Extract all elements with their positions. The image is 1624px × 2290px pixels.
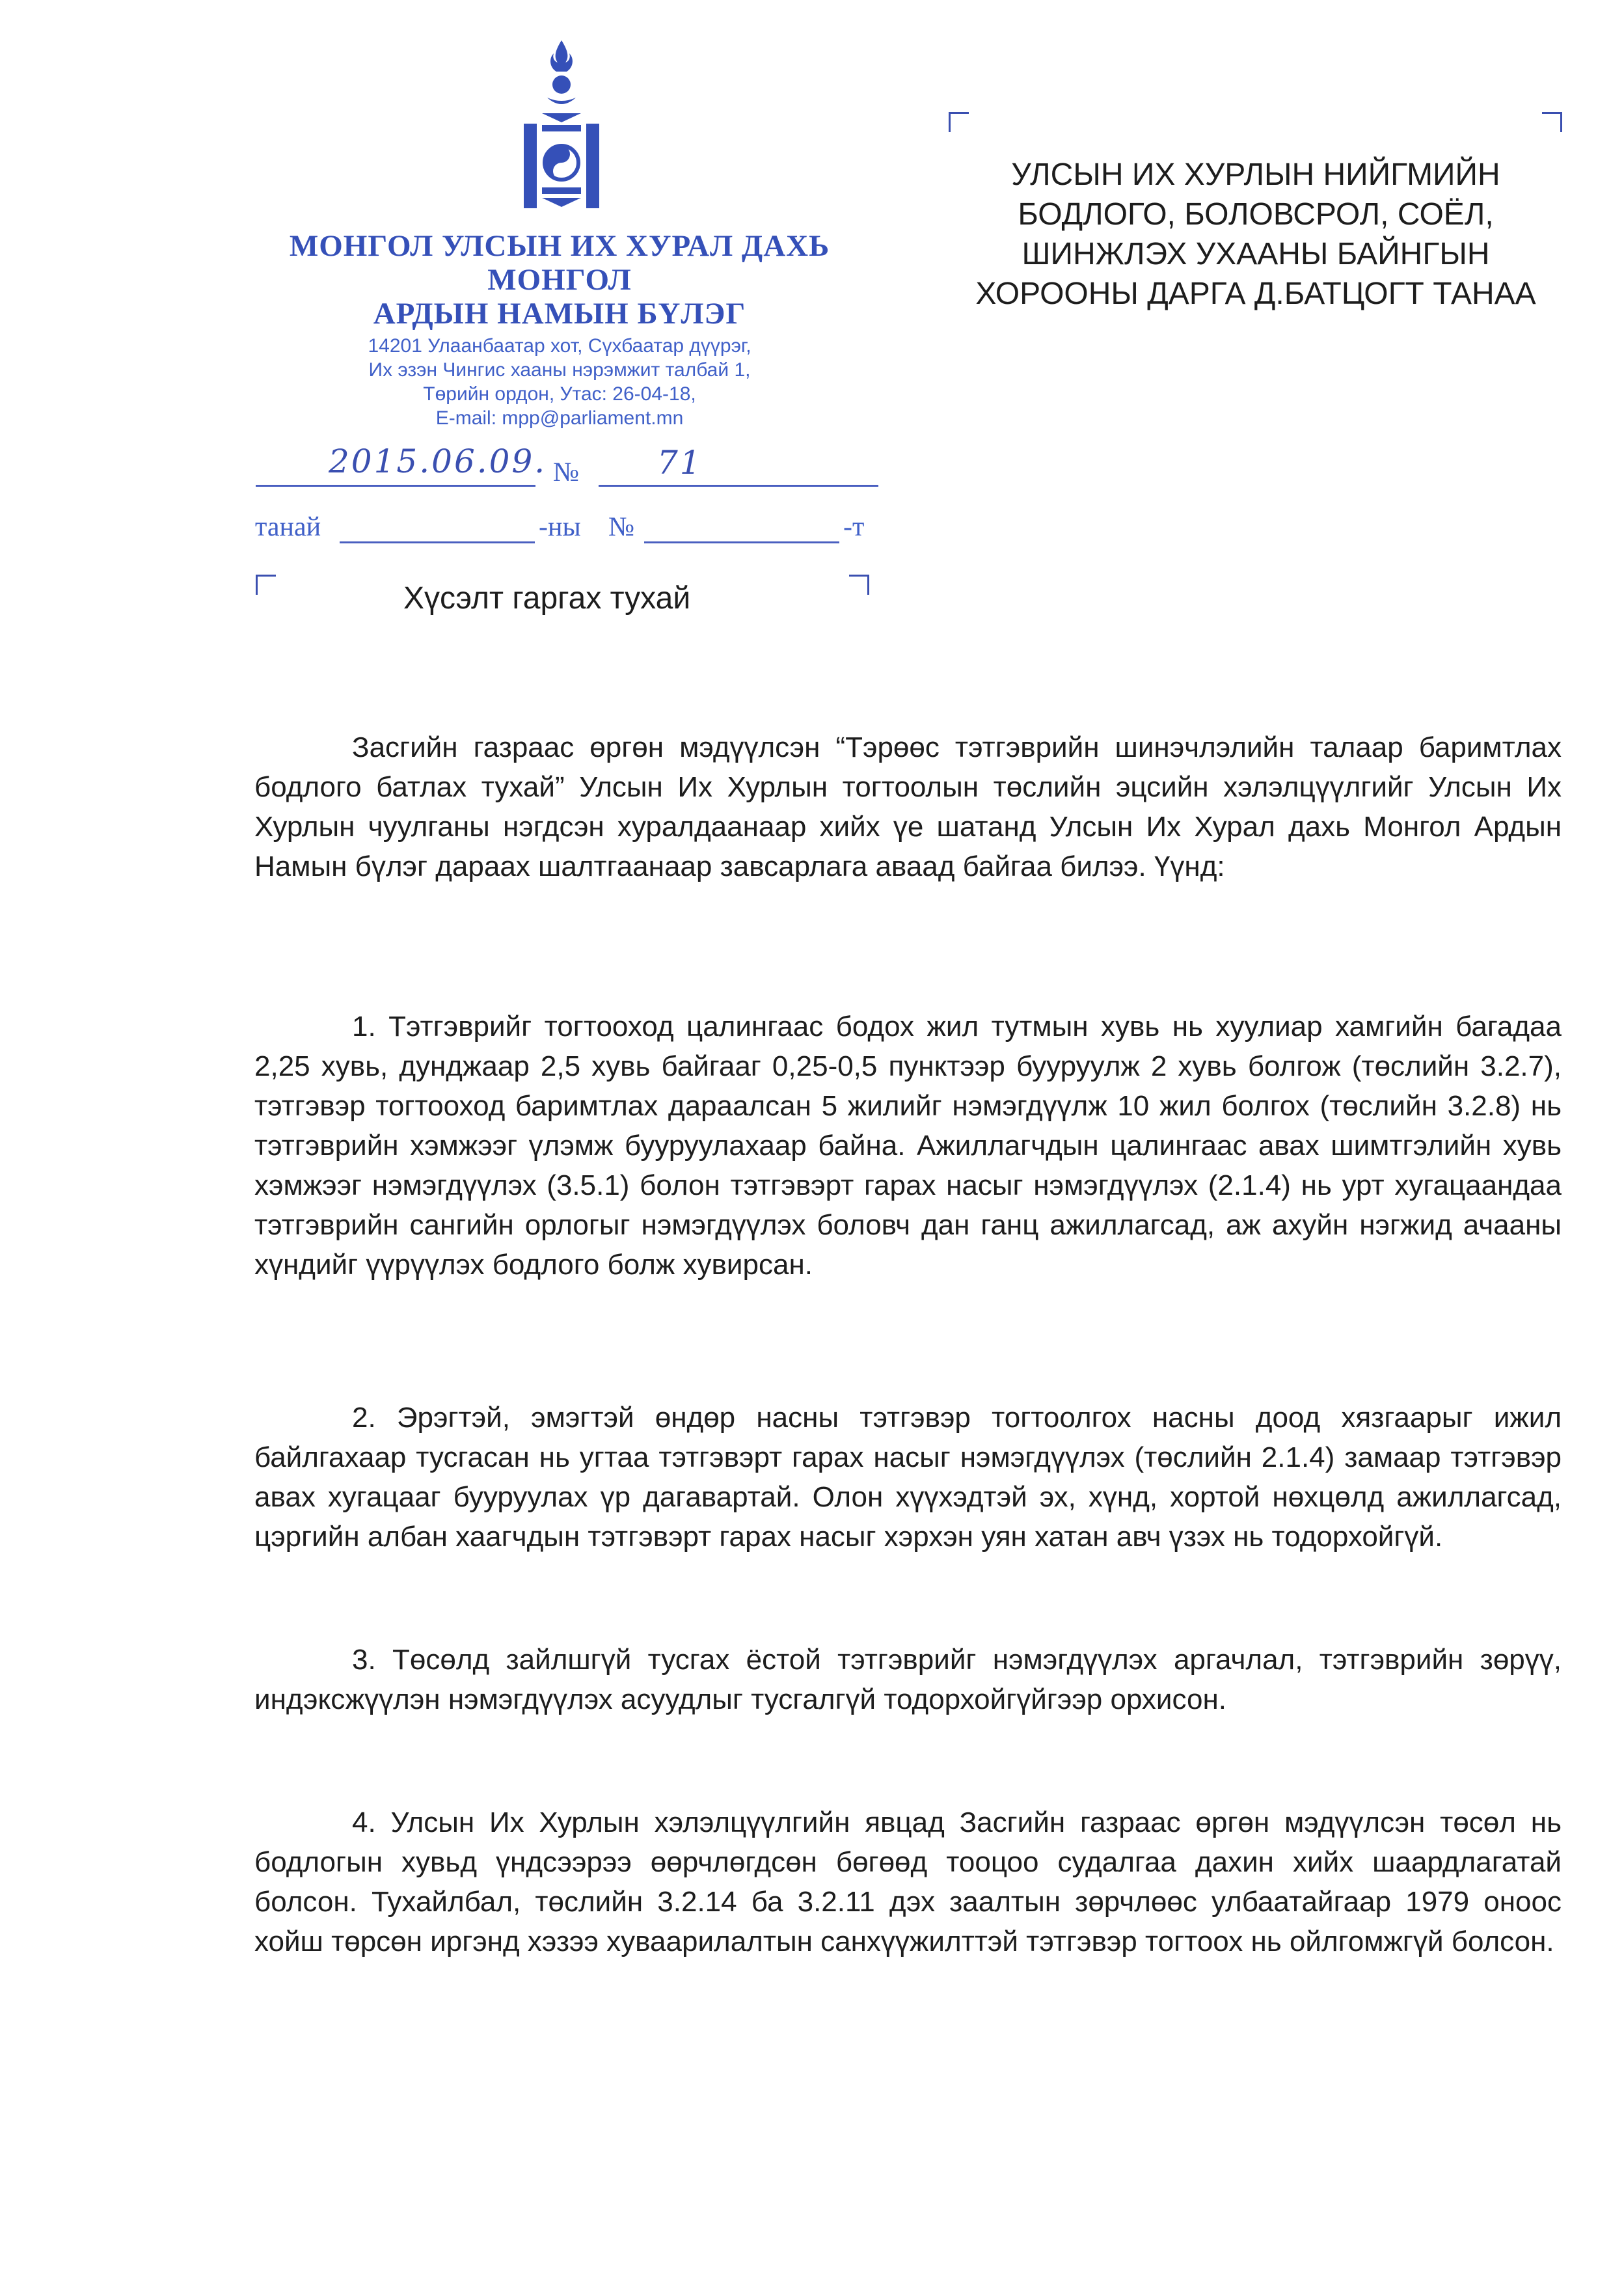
address-line3: Төрийн ордон, Утас: 26-04-18, xyxy=(423,383,696,405)
org-name-line1: МОНГОЛ УЛСЫН ИХ ХУРАЛ ДАХЬ xyxy=(289,229,830,263)
body-paragraph-intro: Засгийн газраас өргөн мэдүүлсэн “Тэрөөс тэтгэврийн шинэчлэлийн талаар баримтлах бодлого батлах тухай” Улсын Их Хурлын тогтоолын төслийн эцсийн хэлэлцүүлгийг Улсын Их Хурлын чуулганы нэгдсэн хуралдаанаар хийх үе шатанд Улсын Их Хурал дахь Монгол Ардын Намын бүлэг дараах шалтгаанаар завсарлага аваад байгаа билээ. Үүнд: xyxy=(254,731,1562,882)
address-line1: 14201 Улаанбаатар хот, Сүхбаатар дүүрэг, xyxy=(368,335,751,357)
your-number-underline xyxy=(644,541,839,543)
letter-date: 2015.06.09. xyxy=(329,443,547,480)
body-paragraph-1: 1. Тэтгэврийг тогтооход цалингаас бодох жил тутмын хувь нь хуулиар хамгийн багадаа 2,25 хувь, дунджаар 2,5 хувь байгааг 0,25-0,5 пунктээр бууруулж 2 хувь болгож (төслийн 3.2.7), тэтгэвэр тогтооход баримтлах дараалсан 5 жилийг нэмэгдүүлж 10 жил болгох (төслийн 3.2.8) нь тэтгэврийн хэмжээг үлэмж бууруулахаар байна. Ажиллагчдын цалингаас авах шимтгэлийн хувь хэмжээг нэмэгдүүлэх (3.5.1) болон тэтгэвэрт гарах насыг нэмэгдүүлэх (2.1.4) нь урт хугацаандаа тэтгэврийн сангийн орлогыг нэмэгдүүлэх боловч дан ганц ажиллагсад, аж ахуйн нэгжид ачааны хүндийг үүрүүлэх бодлого болж хувирсан. xyxy=(254,1011,1562,1281)
number-underline xyxy=(599,485,878,487)
email-line: E-mail: mpp@parliament.mn xyxy=(435,407,684,429)
your-number-sign: № xyxy=(608,512,635,542)
your-number-suffix: -т xyxy=(843,512,865,542)
addressee-corner-left xyxy=(949,112,969,132)
soyombo-emblem-icon xyxy=(516,39,607,215)
addressee-line4: ХОРООНЫ ДАРГА Д.БАТЦОГТ ТАНАА xyxy=(975,277,1536,311)
your-ref-label: танай xyxy=(255,512,321,542)
org-name-line2: МОНГОЛ xyxy=(487,263,632,297)
addressee-block xyxy=(947,155,1565,314)
org-name-line3: АРДЫН НАМЫН БҮЛЭГ xyxy=(373,297,746,331)
your-date-underline xyxy=(340,541,535,543)
your-ref-suffix: -ны xyxy=(539,512,581,542)
body-paragraph-2: 2. Эрэгтэй, эмэгтэй өндөр насны тэтгэвэр тогтоолгох насны доод хязгаарыг ижил байлгахаар тусгасан нь угтаа тэтгэвэрт гарах насыг нэмэгдүүлэх (төслийн 2.1.4) замаар тэтгэвэр авах хугацааг бууруулах үр дагавартай. Олон хүүхэдтэй эх, хүнд, хортой нөхцөлд ажиллагсад, цэргийн албан хаагчдын тэтгэвэрт гарах насыг хэрхэн уян хатан авч үзэх нь тодорхойгүй. xyxy=(254,1402,1562,1553)
addressee-line2: БОДЛОГО, БОЛОВСРОЛ, СОЁЛ, xyxy=(1018,197,1494,232)
date-underline xyxy=(256,485,535,487)
subject-corner-left xyxy=(256,575,276,595)
addressee-line1: УЛСЫН ИХ ХУРЛЫН НИЙГМИЙН xyxy=(1011,157,1500,192)
letter-number: 71 xyxy=(657,444,703,482)
address-line2: Их эзэн Чингис хааны нэрэмжит талбай 1, xyxy=(368,359,751,381)
number-sign: № xyxy=(553,457,580,487)
addressee-line3: ШИНЖЛЭХ УХААНЫ БАЙНГЫН xyxy=(1022,237,1490,271)
body-paragraph-3: 3. Төсөлд зайлшгүй тусгах ёстой тэтгэврийг нэмэгдүүлэх аргачлал, тэтгэврийн зөрүү, индэксжүүлэн нэмэгдүүлэх асуудлыг тусгалгүй тодорхойгүйгээр орхисон. xyxy=(254,1644,1562,1715)
addressee-corner-right xyxy=(1542,112,1562,132)
body-paragraph-4: 4. Улсын Их Хурлын хэлэлцүүлгийн явцад Засгийн газраас өргөн мэдүүлсэн төсөл нь бодлогын хувьд үндсээрээ өөрчлөгдсөн бөгөөд тооцоо судалгаа дахин хийх шаардлагатай болсон. Тухайлбал, төслийн 3.2.14 ба 3.2.11 дэх заалтын зөрчлөөс улбаатайгаар 1979 оноос хойш төрсөн иргэнд хэзээ хуваарилалтын санхүүжилттэй тэтгэвэр тогтоох нь ойлгомжгүй болсон. xyxy=(254,1806,1562,1957)
subject-corner-right xyxy=(849,575,869,595)
subject-title: Хүсэлт гаргах тухай xyxy=(403,581,691,616)
